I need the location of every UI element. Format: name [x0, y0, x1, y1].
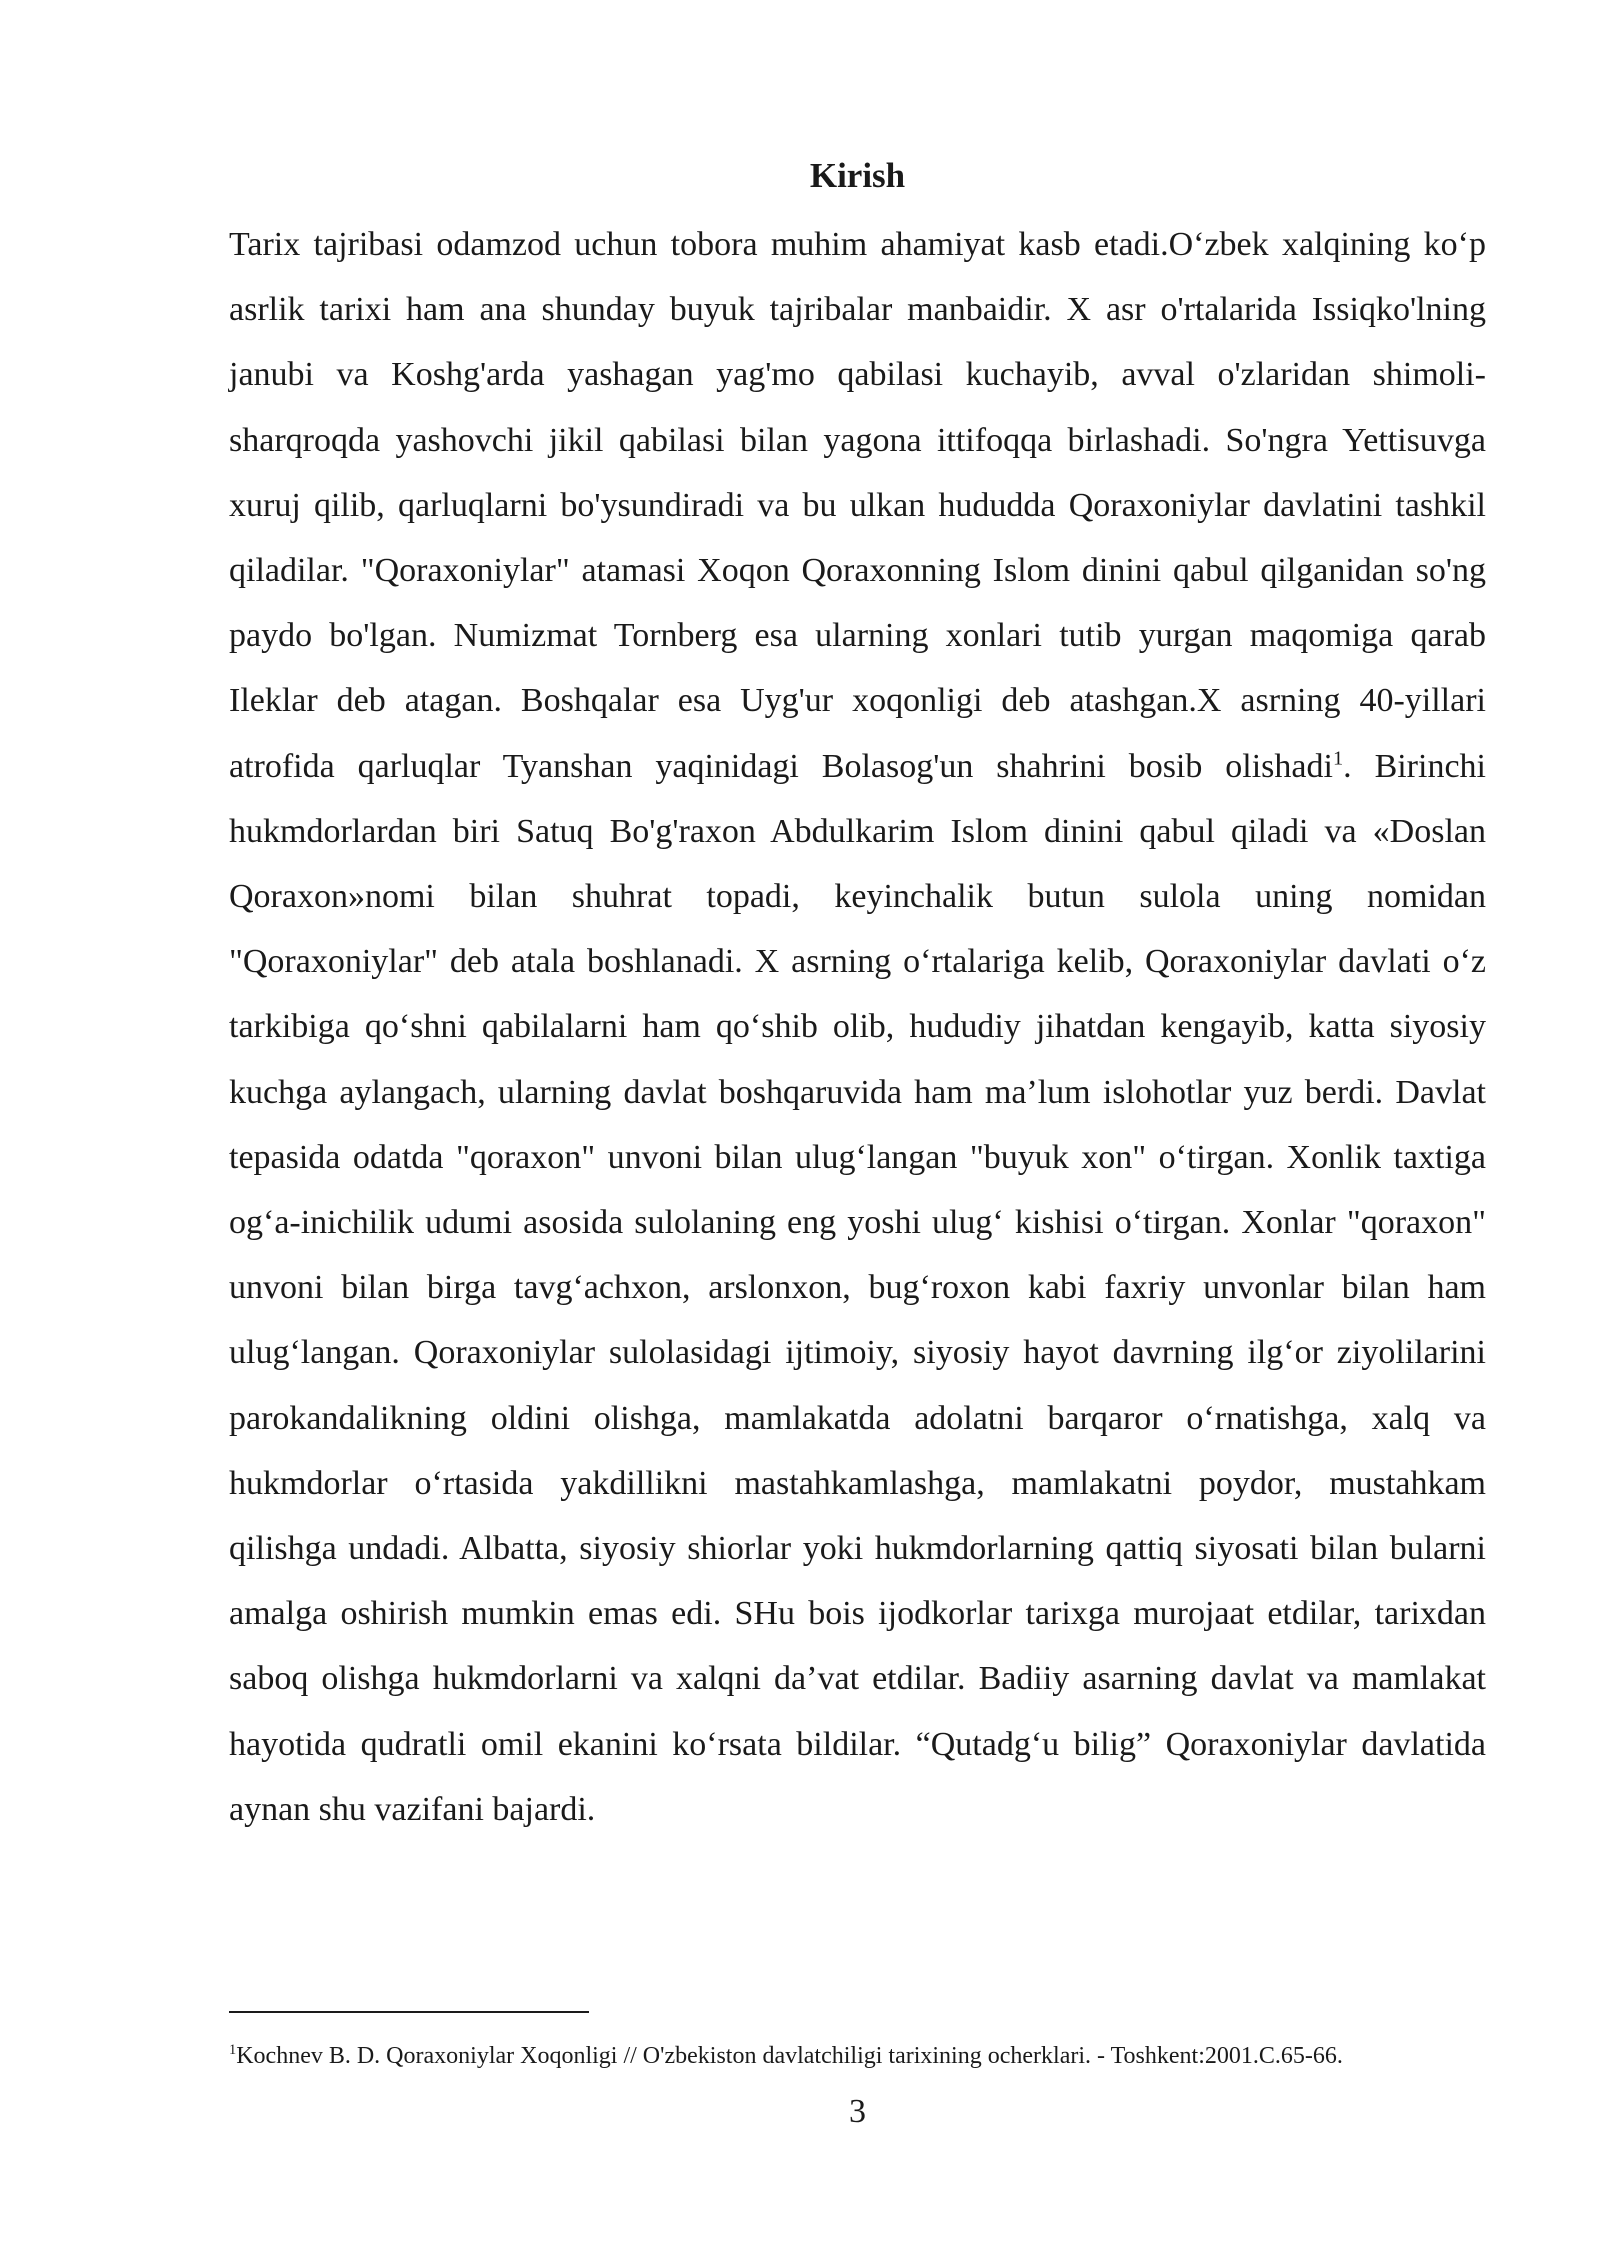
body-paragraph [229, 212, 1486, 1842]
footnote [229, 2040, 1486, 2072]
footnote-separator [229, 2011, 589, 2013]
body-text-part-2: . Birinchi hukmdorlardan biri Satuq Bo'g'raxon Abdulkarim Islom dinini qabul qiladi va «Doslan Qoraxon»nomi bilan shuhrat topadi, keyinchalik butun sulola uning nomidan "Qoraxoniylar" deb atala boshlanadi. X asrning o‘rtalariga kelib, Qoraxoniylar davlati o‘z tarkibiga qo‘shni qabilalarni ham qo‘shib olib, hududiy jihatdan kengayib, katta siyosiy kuchga aylangach, ularning davlat boshqaruvida ham ma’lum islohotlar yuz berdi. Davlat tepasida odatda "qoraxon" unvoni bilan ulug‘langan "buyuk xon" o‘tirgan. Xonlik taxtiga og‘a-inichilik udumi asosida sulolaning eng yoshi ulug‘ kishisi o‘tirgan. Xonlar "qoraxon" unvoni bilan birga tavg‘achxon, arslonxon, bug‘roxon kabi faxriy unvonlar bilan ham ulug‘langan. Qoraxoniylar sulolasidagi ijtimoiy, siyosiy hayot davrning ilg‘or ziyolilarini parokandalikning oldini olishga, mamlakatda adolatni barqaror o‘rnatishga, xalq va hukmdorlar o‘rtasida yakdillikni mastahkamlashga, mamlakatni poydor, mustahkam qilishga undadi. Albatta, siyosiy shiorlar yoki hukmdorlarning qattiq siyosati bilan bularni amalga oshirish mumkin emas edi. SHu bois ijodkorlar tarixga murojaat etdilar, tarixdan saboq olishga hukmdorlarni va xalqni da’vat etdilar. Badiiy asarning davlat va mamlakat hayotida qudratli omil ekanini ko‘rsata bildilar. “Qutadg‘u bilig” Qoraxoniylar davlatida aynan shu vazifani bajardi. [229, 747, 1486, 1828]
footnote-reference[interactable]: 1 [1332, 747, 1344, 770]
section-heading: Kirish [809, 156, 906, 195]
footnote-marker: 1 [229, 2042, 237, 2058]
page-number: 3 [849, 2093, 866, 2130]
footnote-text: Kochnev B. D. Qoraxoniylar Xoqonligi // O'zbekiston davlatchiligi tarixining ocherklari. - Toshkent:2001.C.65-66. [236, 2043, 1343, 2069]
body-text-part-1: Tarix tajribasi odamzod uchun tobora muhim ahamiyat kasb etadi.O‘zbek xalqining ko‘p asrlik tarixi ham ana shunday buyuk tajribalar manbaidir. X asr o'rtalarida Issiqko'lning janubi va Koshg'arda yashagan yag'mo qabilasi kuchayib, avval o'zlaridan shimoli-sharqroqda yashovchi jikil qabilasi bilan yagona ittifoqqa birlashadi. So'ngra Yettisuvga xuruj qilib, qarluqlarni bo'ysundiradi va bu ulkan hududda Qoraxoniylar davlatini tashkil qiladilar. "Qoraxoniylar" atamasi Xoqon Qoraxonning Islom dinini qabul qilganidan so'ng paydo bo'lgan. Numizmat Tornberg esa ularning xonlari tutib yurgan maqomiga qarab Ileklar deb atagan. Boshqalar esa Uyg'ur xoqonligi deb atashgan.X asrning 40-yillari atrofida qarluqlar Tyanshan yaqinidagi Bolasog'un shahrini bosib olishadi [229, 226, 1486, 785]
